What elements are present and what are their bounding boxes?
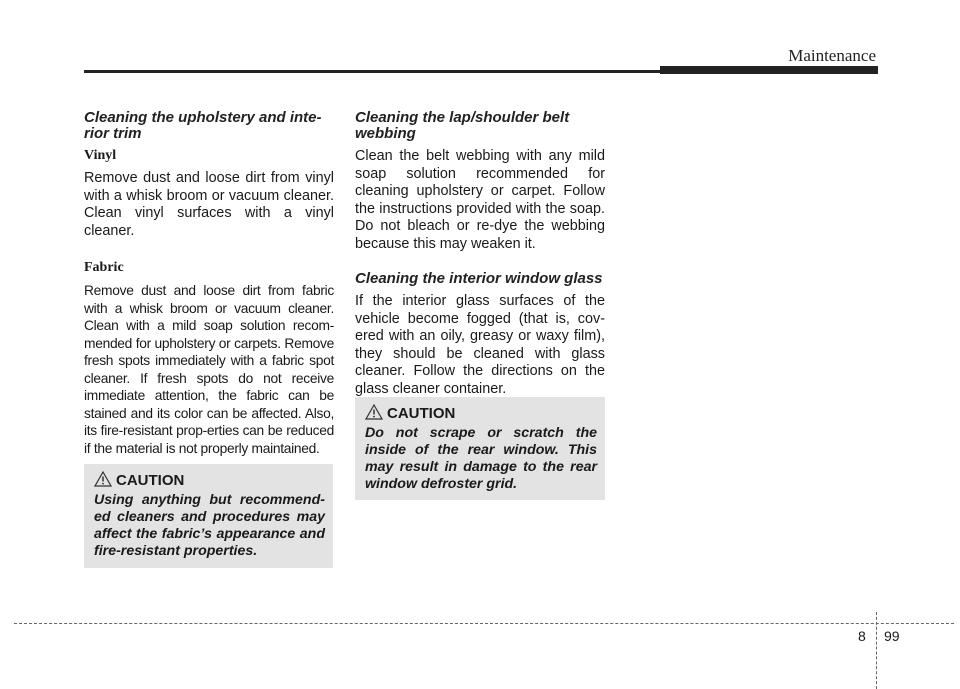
glass-heading: Cleaning the interior window glass [355, 270, 603, 287]
header-title: Maintenance [788, 46, 876, 65]
upholstery-heading: Cleaning the upholstery and inte- rior trim [84, 109, 322, 142]
warning-triangle-icon [365, 404, 383, 420]
page-number: 99 [884, 628, 900, 644]
caution-text: Do not scrape or scratch the inside of the rear window. This may result in damage to the rear window defroster grid. [365, 425, 597, 492]
footer-vertical-divider [876, 612, 877, 689]
chapter-number: 8 [858, 628, 866, 644]
fabric-text: Remove dust and loose dirt from fabric with a whisk broom or vacuum cleaner. Clean with a mild soap solution recom-mended for upholstery or carpets. Remove fresh spots immediately with a fabric spot cleaner. If fresh spots do not receive immediate attention, the fabric can be stained and its color can be affected. Also, its fire-resistant prop-erties can be reduced if the material is not properly maintained. [84, 283, 334, 456]
header-rule-thick [660, 66, 878, 74]
vinyl-title: Vinyl [84, 148, 117, 163]
fabric-title: Fabric [84, 260, 124, 275]
header-rule-thin [84, 70, 660, 73]
belt-heading: Cleaning the lap/shoulder belt webbing [355, 109, 570, 142]
caution-box-fabric [84, 464, 333, 568]
glass-text: If the interior glass surfaces of the vehicle become fogged (that is, cov-ered with an oily, greasy or waxy film), they should be cleaned with glass cleaner. Follow the directions on the glass cleaner container. [355, 293, 605, 397]
caution-title: CAUTION [116, 472, 185, 489]
caution-title: CAUTION [387, 405, 456, 422]
caution-text: Using anything but recommend-ed cleaners and procedures may affect the fabric’s appearance and fire-resistant properties. [94, 492, 325, 559]
belt-text: Clean the belt webbing with any mild soap solution recommended for cleaning upholstery or carpet. Follow the instructions provided with the soap. Do not bleach or re-dye the webbing because this may weaken it. [355, 148, 605, 252]
warning-triangle-icon [94, 471, 112, 487]
middle-column [355, 110, 605, 398]
vinyl-text: Remove dust and loose dirt from vinyl with a whisk broom or vacuum cleaner. Clean vinyl surfaces with a vinyl cleaner. [84, 170, 334, 239]
left-column [84, 110, 334, 457]
footer-divider [14, 623, 954, 624]
caution-box-window [355, 397, 605, 500]
